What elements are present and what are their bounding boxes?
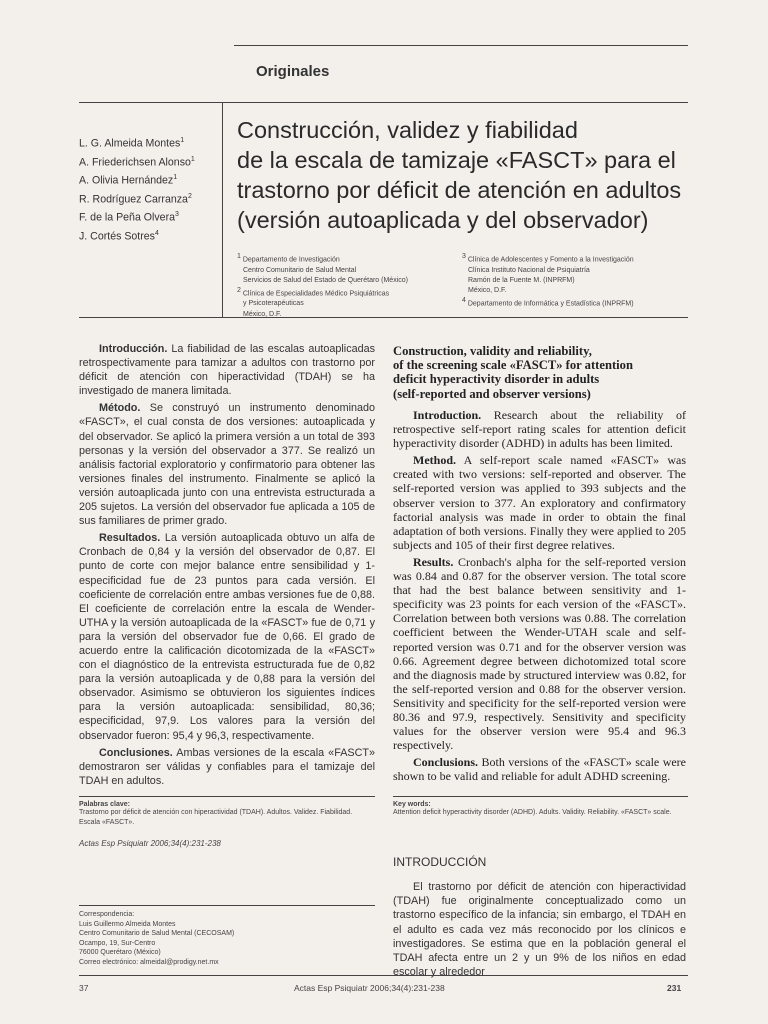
title-line: de la escala de tamizaje «FASCT» para el	[237, 147, 676, 173]
abstract-english	[393, 408, 686, 786]
section-label: Originales	[256, 63, 330, 80]
abstract-paragraph: Método. Se construyó un instrumento denominado «FASCT», el cual consta de dos versiones: autoaplicada y del observador. Se aplicó la primera versión a un total de 393 personas y la versión del observador a 377. Se realizó un análisis factorial exploratorio y confirmatorio para obtener las versiones finales del instrumento. Finalmente se aplicó la versión autoaplicada junto con una entrevista estructurada a 205 sujetos. La versión del observador fue aplicada a 105 de sus familiares de primer grado.	[79, 402, 376, 528]
citation: Actas Esp Psiquiatr 2006;34(4):231-238	[79, 839, 221, 848]
header-top-rule	[234, 45, 688, 46]
correspondence-rule	[79, 905, 375, 906]
body-paragraph: El trastorno por déficit de atención con hiperactividad (TDAH) fue originalmente conceptualizado como un trastorno específico de la infancia; sin embargo, el TDAH en el adulto es cada vez más reconocido por los clínicos e investigadores. Se estima que en la población general el TDAH afecta entre un 2 y un 9% de los niños en edad escolar y alrededor	[393, 881, 686, 979]
keywords-rule-left	[79, 796, 375, 797]
header-mid-rule	[79, 102, 688, 103]
author: R. Rodríguez Carranza$^2$	[79, 192, 192, 206]
abstract-paragraph: Introduction. Research about the reliability of retrospective self-report rating scales for attention deficit hyperactivity disorder (ADHD) in adults has been limited.	[393, 408, 687, 451]
abstract-paragraph: Results. Cronbach's alpha for the self-reported version was 0.84 and 0.87 for the observer version. The total score that had the best balance between sensitivity and 1-specificity was 23 points for each version of the «FASCT». Correlation between both versions was 0.88. The correlation coefficient between the Wender-UTAH scale and self-reported version was 0.71 and for the observer version was 0.66. Agreement degree between dichotomized total score and the diagnosis made by structured interview was 0.82, for the self-reported version and 0.88 for the observer version. Sensitivity and specificity for the self-reported version were 80.36 and 97.9, respectively. Sensitivity and specificity values for the observer version were 95.4 and 96.3 respectively.	[393, 554, 687, 753]
keywords-spanish: Palabras clave: Trastorno por déficit de atención con hiperactividad (TDAH). Adultos. Validez. Fiabilidad. Escala «FASCT».	[79, 801, 353, 826]
author: L. G. Almeida Montes$^1$	[79, 137, 185, 150]
footer-journal: Actas Esp Psiquiatr 2006;34(4):231-238	[294, 983, 445, 993]
affiliations-right: $^3$ Clínica de Adolescentes y Fomento a la Investigación Clínica Instituto Nacional de Psiquiatría Ramón de la Fuente M. (INPRFM) México, D.F. $^4$ Departamento de Informática y Estadística (INPRFM)	[462, 253, 634, 308]
title-line: trastorno por déficit de atención en adultos	[237, 177, 682, 203]
title-line: Construcción, validez y fiabilidad	[237, 117, 578, 143]
abstract-paragraph: Introducción. La fiabilidad de las escalas autoaplicadas retrospectivamente para tamizar a adultos con trastorno por déficit de atención con hiperactividad (TDAH) se ha investigado de manera limitada.	[79, 343, 376, 398]
affiliations-left: $^1$ Departamento de Investigación Centro Comunitario de Salud Mental Servicios de Salud del Estado de Querétaro (México) $^2$ Clínica de Especialidades Médico Psiquiátricas y Psicoterapéuticas México, D.F.	[237, 253, 408, 318]
author: A. Friederichsen Alonso$^1$	[79, 155, 195, 169]
keywords-english: Key words: Attention deficit hyperactivity disorder (ADHD). Adults. Validity. Reliability. «FASCT» scale.	[393, 801, 672, 816]
english-title: Construction, validity and reliability, of the screening scale «FASCT» for attention deficit hyperactivity disorder in adults (self-reported and observer versions)	[393, 344, 633, 401]
page-number-left: 37	[79, 983, 89, 993]
abstract-paragraph: Conclusiones. Ambas versiones de la escala «FASCT» demostraron ser válidas y confiables para el tamizaje del TDAH en adultos.	[79, 746, 375, 787]
section-heading: INTRODUCCIÓN	[393, 855, 487, 869]
footer-rule	[79, 975, 688, 976]
abstract-paragraph: Resultados. La versión autoaplicada obtuvo un alfa de Cronbach de 0,84 y la versión del observador de 0,87. El punto de corte con mejor balance entre sensibilidad y 1-especificidad fue de 23 puntos para cada versión. El coeficiente de correlación entre ambas versiones fue de 0,88. El coeficiente de correlación entre la escala de Wender-UTHA y la versión autoaplicada de la «FASCT» fue de 0,71 y para la versión del observador fue de 0,66. El grado de acuerdo entre la calificación dicotomizada de la «FASCT» con el diagnóstico de la entrevista estructurada fue de 0,82 para la versión autoaplicada y de 0,88 para la versión del observador. Asimismo se obtuvieron los siguientes índices para la versión autoaplicada: sensibilidad, 80,36; especificidad, 97,9. Los valores para la versión del observador fueron: 95,4 y 96,3, respectivamente.	[79, 532, 376, 742]
header-bottom-rule	[79, 317, 688, 318]
header-vertical-rule	[222, 102, 223, 317]
author: A. Olivia Hernández$^1$	[79, 174, 178, 187]
abstract-paragraph: Method. A self-report scale named «FASCT» was created with two versions: self-reported and observer. The self-reported version was applied to 393 subjects and the observer version to 377. An exploratory and confirmatory factorial analysis was made in order to obtain the final adaptation of both versions. Finally they were applied to 205 subjects and 105 of their first degree relatives.	[393, 453, 686, 552]
abstract-spanish	[79, 342, 375, 791]
author: F. de la Peña Olvera$^3$	[79, 211, 179, 224]
title-line: (versión autoaplicada y del observador)	[237, 207, 649, 233]
correspondence: Correspondencia: Luis Guillermo Almeida Montes Centro Comunitario de Salud Mental (CECOSAM) Ocampo, 19, Sur-Centro 76000 Querétaro (México) Correo electrónico: almeidal@prodigy.net.mx	[79, 911, 235, 966]
author: J. Cortés Sotres$^4$	[79, 229, 159, 243]
article-title	[237, 115, 757, 235]
abstract-paragraph: Conclusions. Both versions of the «FASCT» scale were shown to be valid and reliable for adult ADHD screening.	[393, 755, 687, 784]
intro-body	[393, 880, 686, 979]
keywords-rule-right	[393, 796, 688, 797]
author-list	[79, 133, 195, 244]
page-number-right: 231	[667, 983, 682, 993]
